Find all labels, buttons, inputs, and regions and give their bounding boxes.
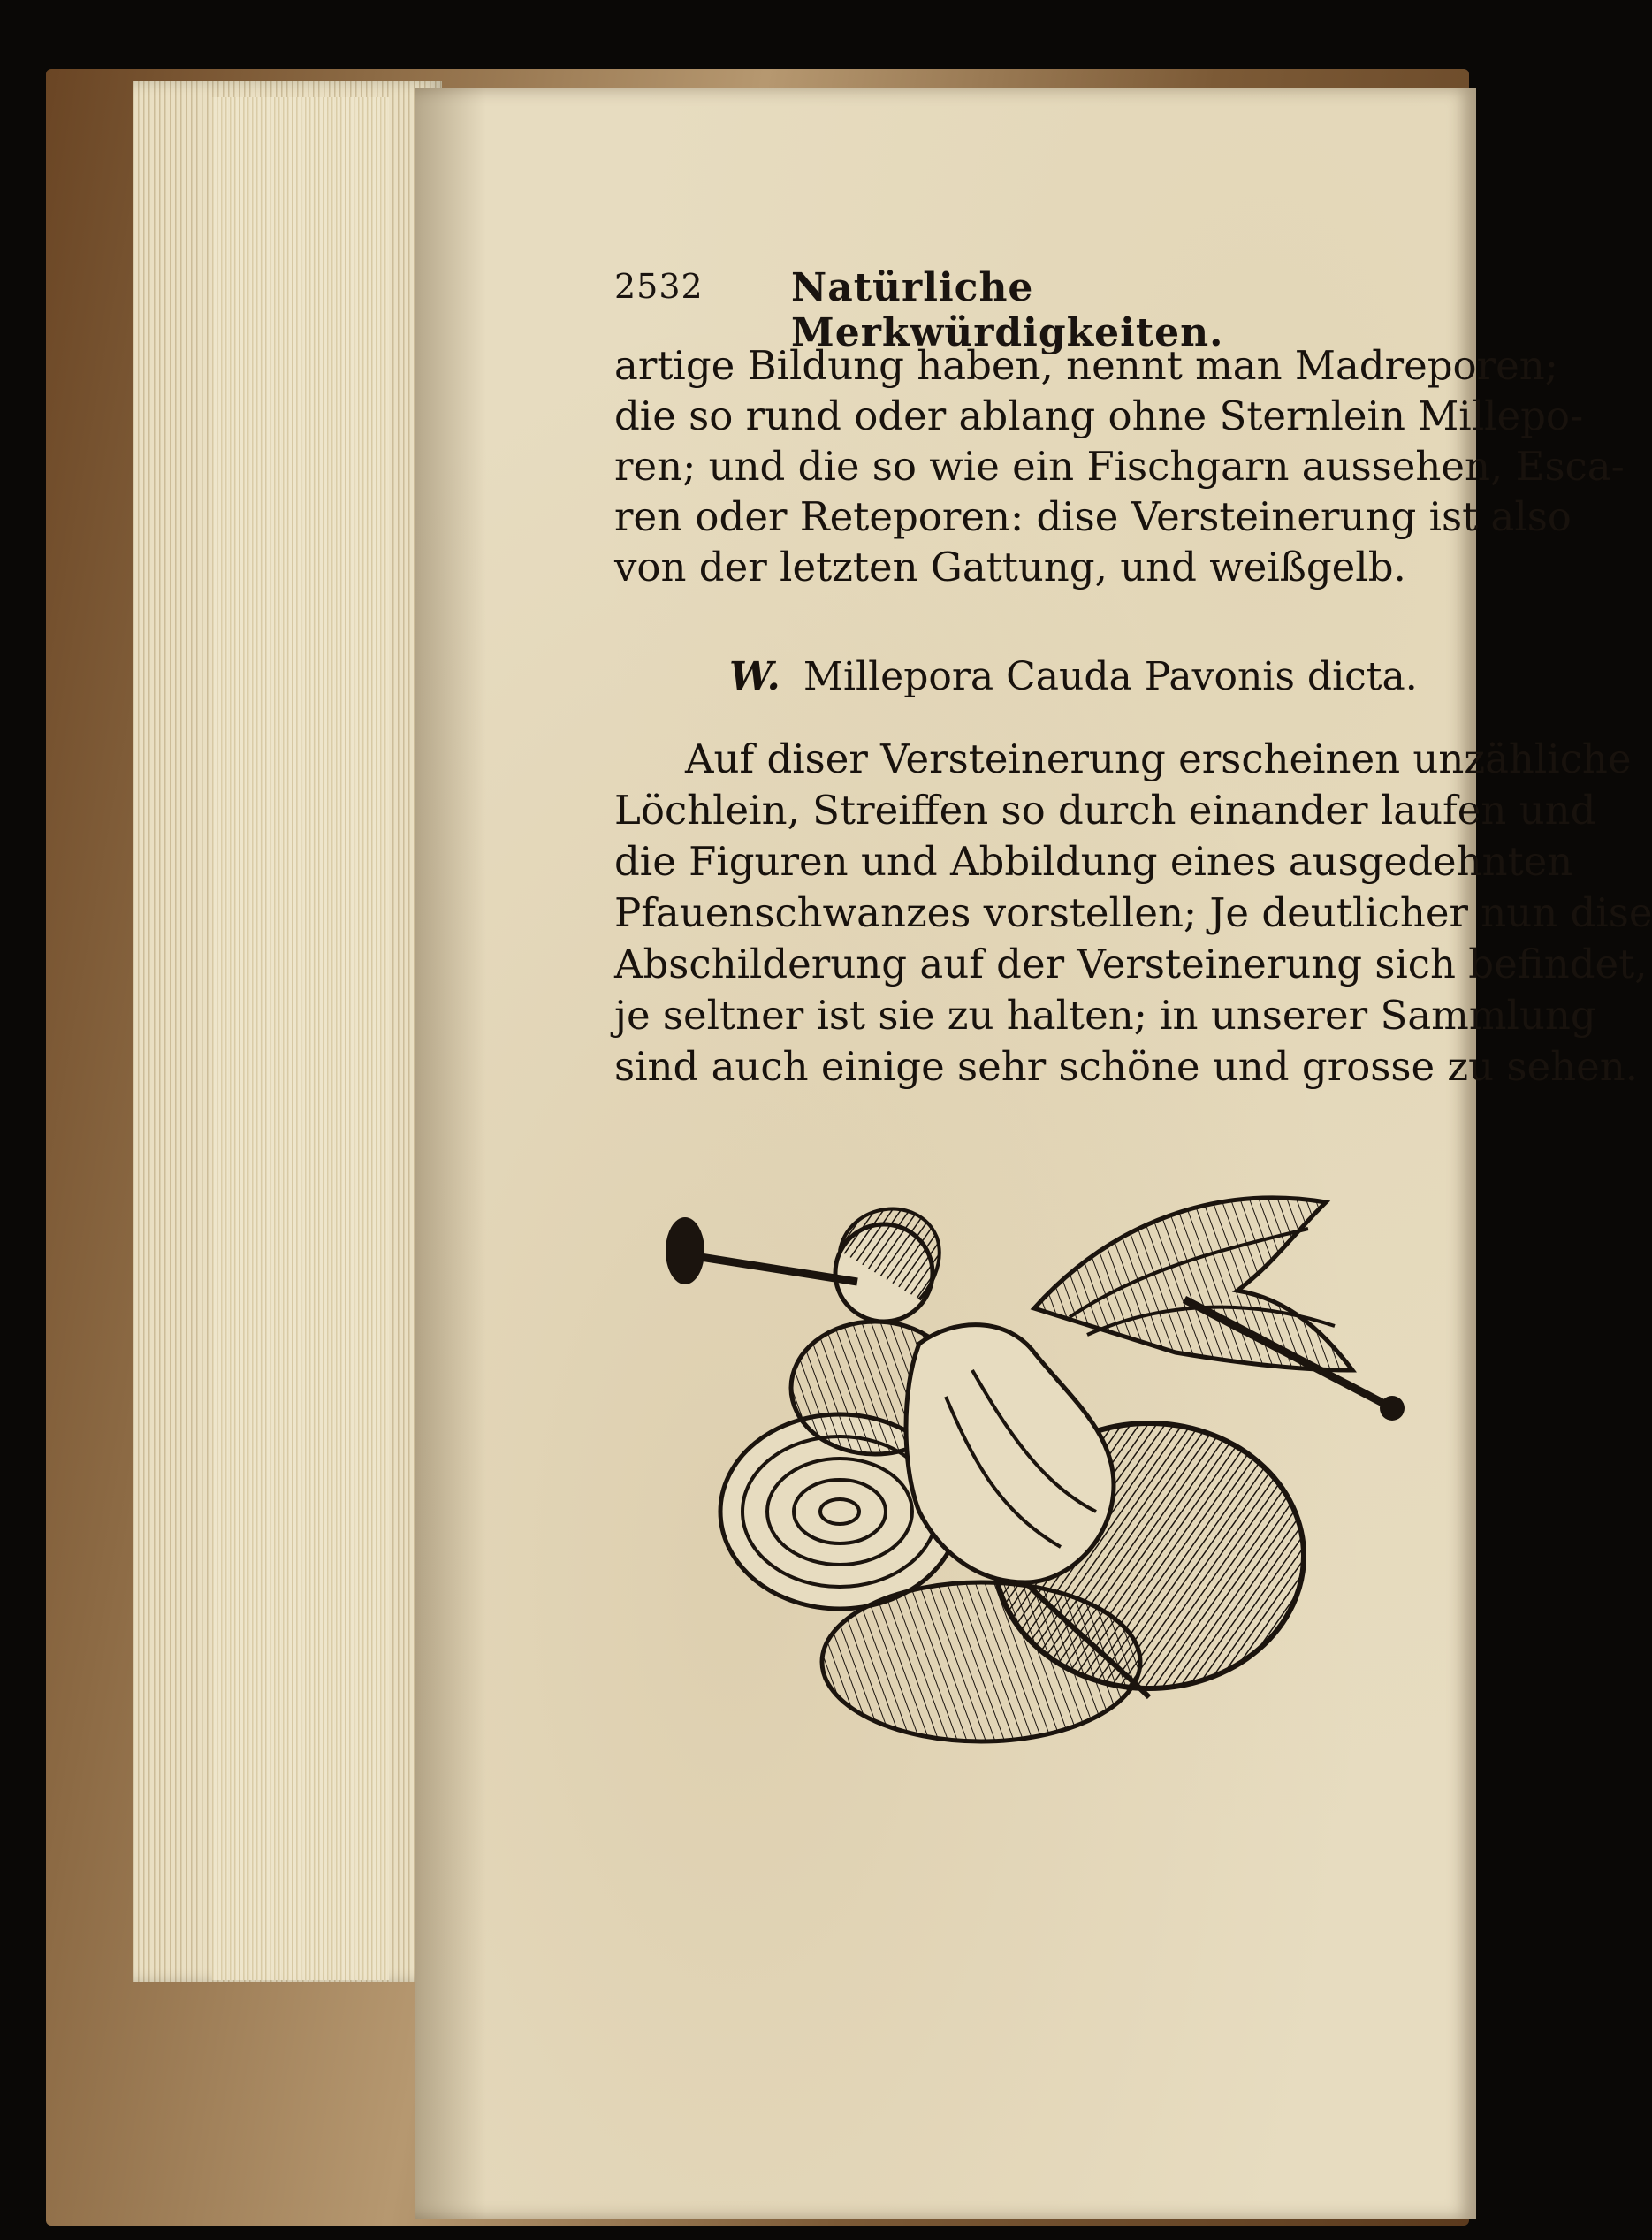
text-line: die so rund oder ablang ohne Sternlein Millepo- — [614, 392, 1584, 439]
section-title: Millepora Cauda Pavonis dicta. — [803, 654, 1418, 699]
text-line: ren; und die so wie ein Fischgarn aussehen, Esca- — [614, 443, 1625, 490]
text-line: artige Bildung haben, nennt man Madreporen; — [614, 342, 1558, 389]
text-line: von der letzten Gattung, und weißgelb. — [614, 544, 1406, 590]
page-header — [614, 265, 1392, 355]
text-line: je seltner ist sie zu halten; in unserer Sammlung — [614, 992, 1596, 1039]
page-gutter — [415, 88, 486, 2219]
page-number: 2532 — [614, 267, 704, 306]
text-line: Pfauenschwanzes vorstellen; Je deutlicher nun dise — [614, 889, 1652, 936]
page-edges-inner — [212, 97, 389, 1980]
section-letter: W. — [729, 654, 780, 699]
section-heading — [729, 654, 1418, 699]
text-line: die Figuren und Abbildung eines ausgedehnten — [614, 838, 1573, 885]
woodcut-angel-illustration — [654, 1167, 1450, 1768]
running-title: Natürliche Merkwürdigkeiten. — [791, 265, 1224, 355]
text-line: ren oder Reteporen: dise Versteinerung ist also — [614, 493, 1572, 540]
wing-shape — [1034, 1198, 1352, 1370]
paragraph-1 — [614, 340, 1625, 592]
text-line: sind auch einige sehr schöne und grosse zu sehen. — [614, 1043, 1639, 1090]
text-line: Abschilderung auf der Versteinerung sich befindet, — [614, 941, 1648, 987]
text-line: Löchlein, Streiffen so durch einander laufen und — [614, 787, 1596, 834]
paragraph-2 — [614, 734, 1652, 1093]
text-line: Auf diser Versteinerung erscheinen unzähliche — [685, 735, 1632, 782]
